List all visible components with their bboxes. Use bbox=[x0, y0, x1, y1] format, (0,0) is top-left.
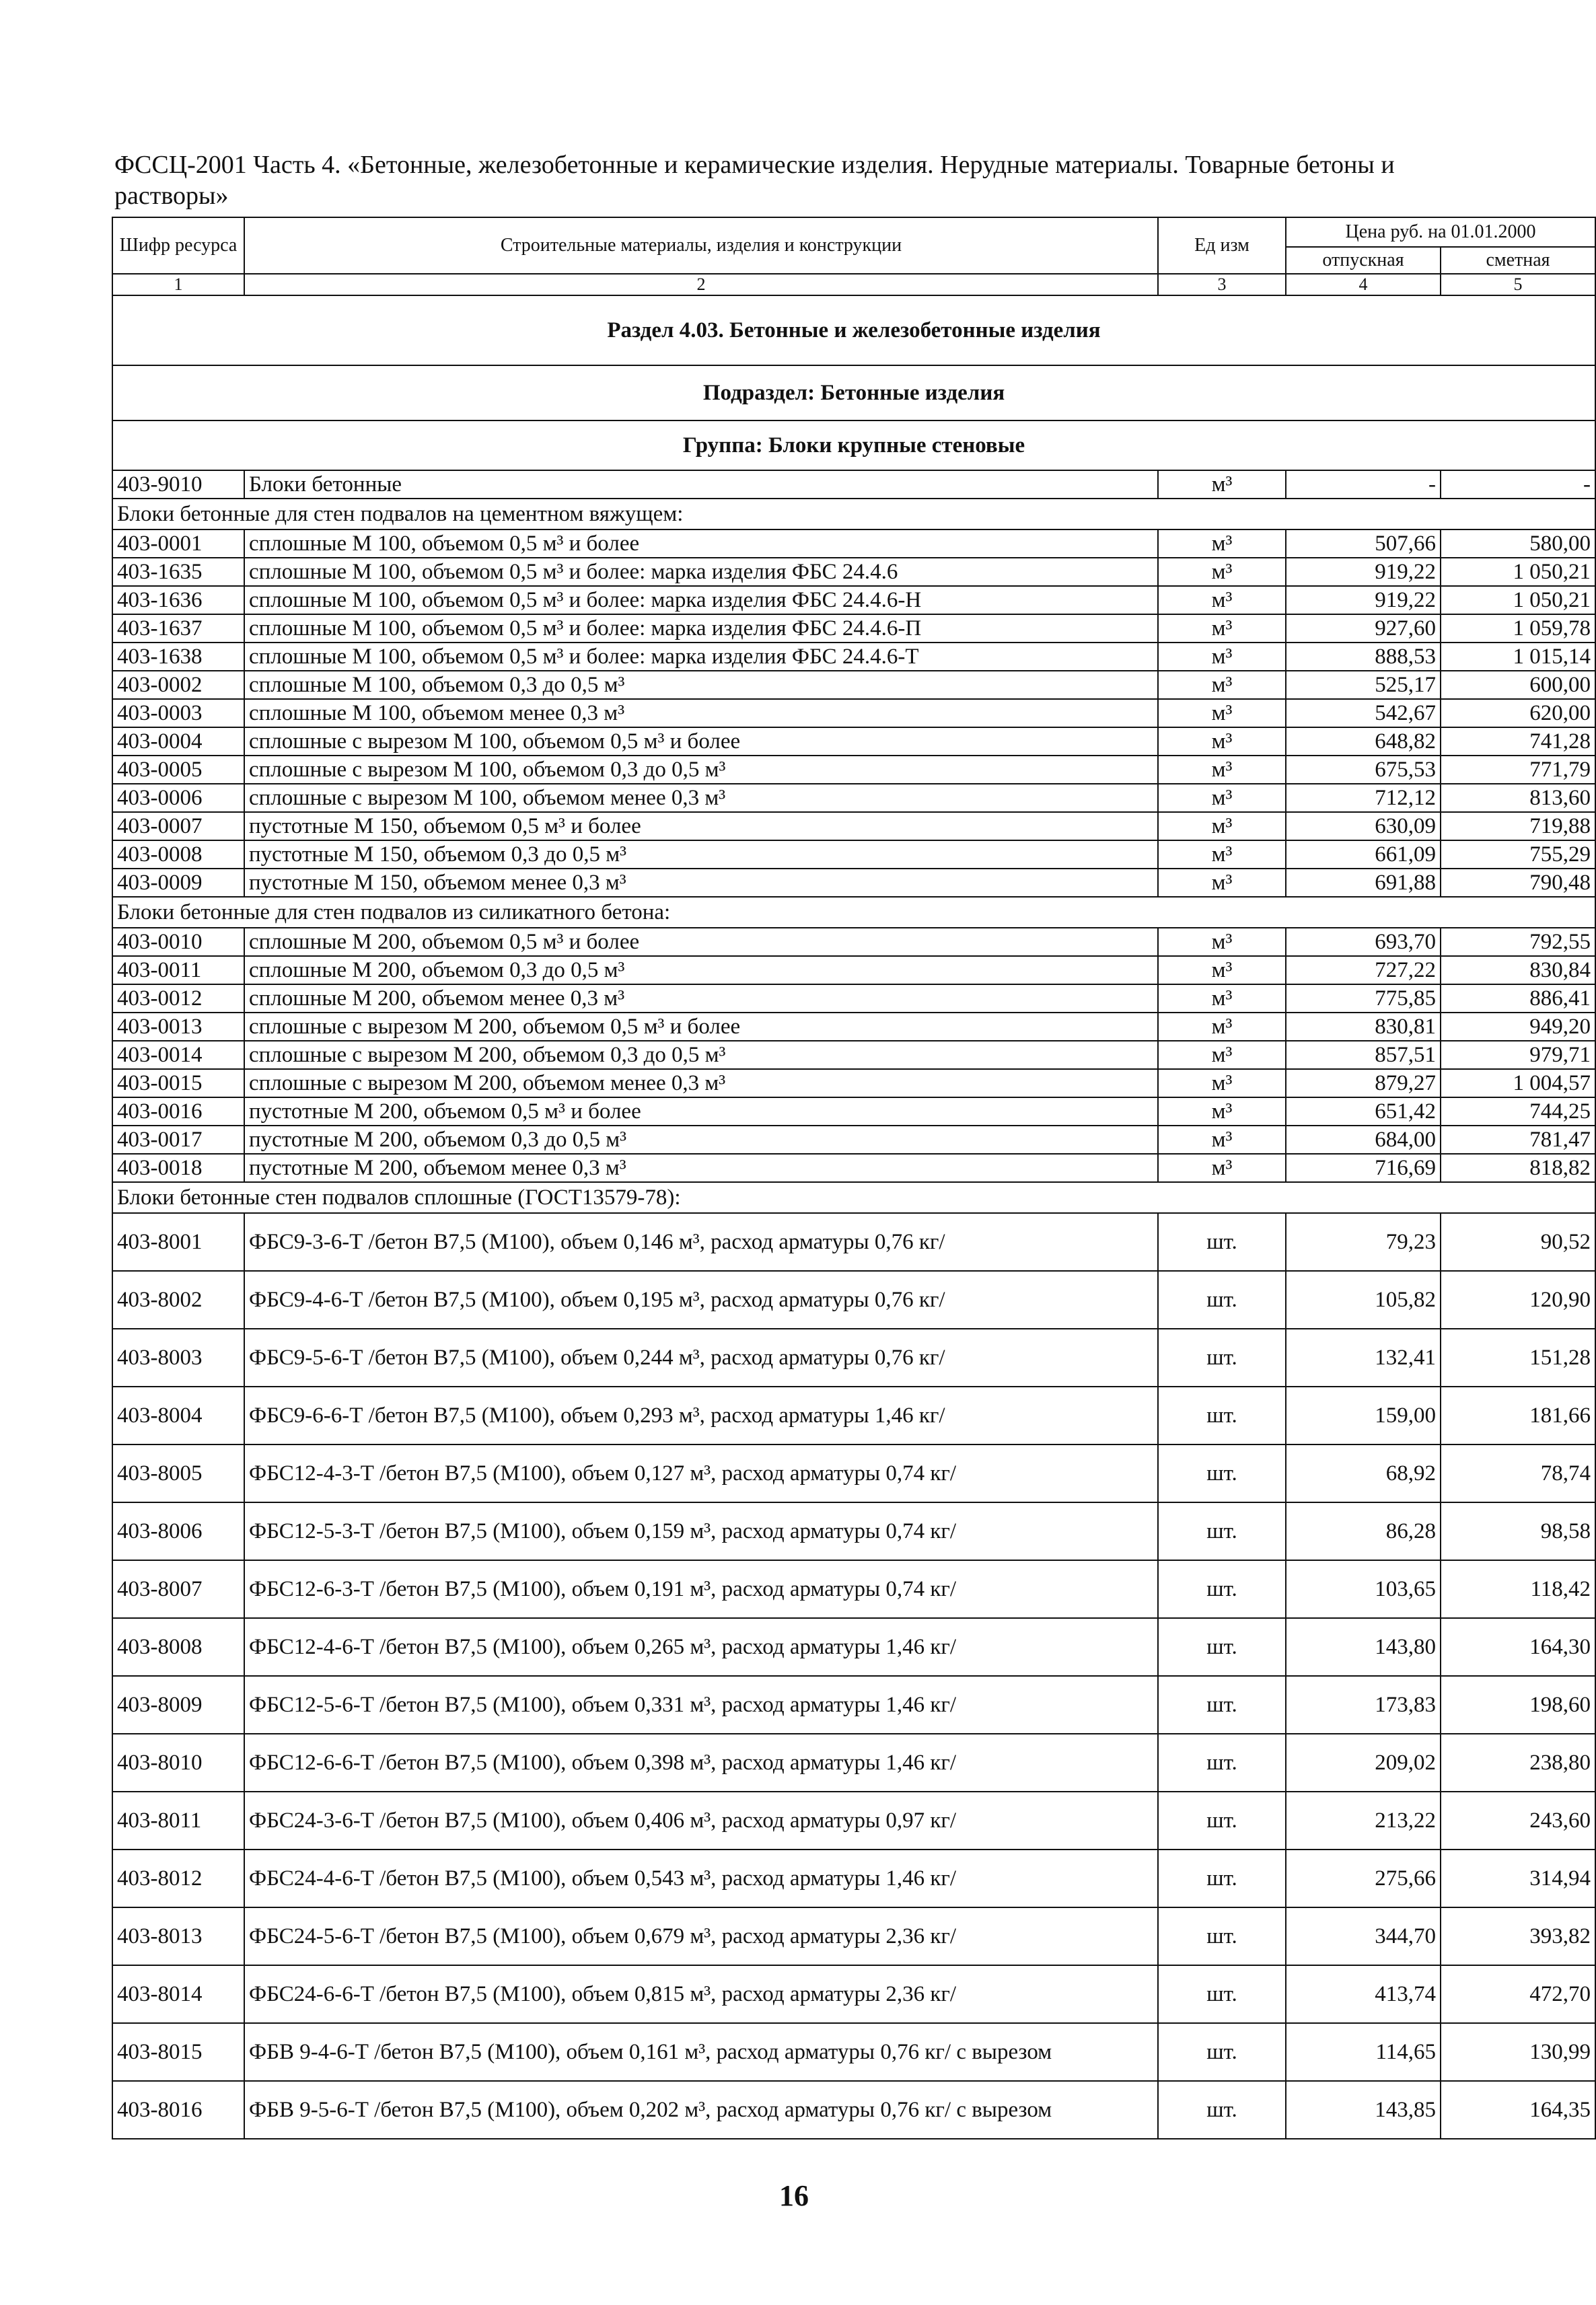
cell-code: 403-8016 bbox=[112, 2081, 244, 2139]
cell-release-price: 213,22 bbox=[1286, 1792, 1441, 1850]
cell-name: сплошные с вырезом М 100, объемом 0,5 м³ и более bbox=[244, 727, 1158, 756]
cell-unit: м³ bbox=[1158, 1126, 1286, 1154]
cell-code: 403-0015 bbox=[112, 1069, 244, 1097]
cell-unit: м³ bbox=[1158, 840, 1286, 869]
cell-code: 403-8014 bbox=[112, 1965, 244, 2023]
cell-unit: шт. bbox=[1158, 1734, 1286, 1792]
table-row bbox=[112, 671, 1595, 699]
cell-name: ФБС12-4-3-Т /бетон В7,5 (М100), объем 0,127 м³, расход арматуры 0,74 кг/ bbox=[244, 1444, 1158, 1502]
cell-name: пустотные М 200, объемом 0,3 до 0,5 м³ bbox=[244, 1126, 1158, 1154]
cell-code: 403-1637 bbox=[112, 614, 244, 643]
cell-release-price: 693,70 bbox=[1286, 928, 1441, 956]
cell-unit: м³ bbox=[1158, 558, 1286, 586]
cell-code: 403-8003 bbox=[112, 1329, 244, 1387]
cell-release-price: 919,22 bbox=[1286, 586, 1441, 614]
cell-unit: шт. bbox=[1158, 1850, 1286, 1907]
subsection-row bbox=[112, 365, 1595, 420]
main-item-row bbox=[112, 470, 1595, 499]
cell-release-price: 727,22 bbox=[1286, 956, 1441, 984]
cell-release-price: 507,66 bbox=[1286, 529, 1441, 558]
cell-estimate-price: 620,00 bbox=[1441, 699, 1595, 727]
cell-release-price: 209,02 bbox=[1286, 1734, 1441, 1792]
cell-name: сплошные с вырезом М 200, объемом 0,3 до 0,5 м³ bbox=[244, 1041, 1158, 1069]
cell-code: 403-8008 bbox=[112, 1618, 244, 1676]
cell-code: 403-0002 bbox=[112, 671, 244, 699]
table-row bbox=[112, 614, 1595, 643]
cell-release-price: 630,09 bbox=[1286, 812, 1441, 840]
cell-release-price: 143,85 bbox=[1286, 2081, 1441, 2139]
cell-estimate-price: 90,52 bbox=[1441, 1213, 1595, 1271]
cell-unit: м³ bbox=[1158, 1069, 1286, 1097]
section-title: Раздел 4.03. Бетонные и железобетонные изделия bbox=[112, 295, 1595, 365]
cell-estimate-price: 393,82 bbox=[1441, 1907, 1595, 1965]
cell-estimate-price: 771,79 bbox=[1441, 756, 1595, 784]
cell-unit: м³ bbox=[1158, 928, 1286, 956]
cell-release-price: 159,00 bbox=[1286, 1387, 1441, 1444]
header-release: отпускная bbox=[1286, 247, 1441, 274]
cell-code: 403-1636 bbox=[112, 586, 244, 614]
table-row bbox=[112, 586, 1595, 614]
cell-estimate-price: 198,60 bbox=[1441, 1676, 1595, 1734]
cell-name: сплошные М 100, объемом 0,3 до 0,5 м³ bbox=[244, 671, 1158, 699]
cell-unit: шт. bbox=[1158, 1502, 1286, 1560]
cell-name: сплошные М 200, объемом 0,3 до 0,5 м³ bbox=[244, 956, 1158, 984]
cell-code: 403-8002 bbox=[112, 1271, 244, 1329]
cell-code: 403-9010 bbox=[112, 470, 244, 499]
cell-unit: м³ bbox=[1158, 1013, 1286, 1041]
cell-estimate-price: 238,80 bbox=[1441, 1734, 1595, 1792]
cell-release-price: 888,53 bbox=[1286, 643, 1441, 671]
cell-release-price: 675,53 bbox=[1286, 756, 1441, 784]
subsection-title: Подраздел: Бетонные изделия bbox=[112, 365, 1595, 420]
cell-unit: м³ bbox=[1158, 784, 1286, 812]
cell-name: пустотные М 150, объемом менее 0,3 м³ bbox=[244, 869, 1158, 897]
cell-name: ФБВ 9-5-6-Т /бетон В7,5 (М100), объем 0,202 м³, расход арматуры 0,76 кг/ с вырезом bbox=[244, 2081, 1158, 2139]
cell-code: 403-1635 bbox=[112, 558, 244, 586]
cell-release-price: 103,65 bbox=[1286, 1560, 1441, 1618]
price-table bbox=[112, 217, 1596, 2139]
cell-unit: м³ bbox=[1158, 984, 1286, 1013]
table-row bbox=[112, 812, 1595, 840]
cell-code: 403-0018 bbox=[112, 1154, 244, 1182]
cell-code: 403-0007 bbox=[112, 812, 244, 840]
cell-release-price: 919,22 bbox=[1286, 558, 1441, 586]
cell-name: сплошные с вырезом М 200, объемом менее 0,3 м³ bbox=[244, 1069, 1158, 1097]
header-price: Цена руб. на 01.01.2000 bbox=[1286, 217, 1595, 247]
table-row bbox=[112, 1792, 1595, 1850]
table-row bbox=[112, 956, 1595, 984]
cell-unit: м³ bbox=[1158, 727, 1286, 756]
cell-name: сплошные М 100, объемом 0,5 м³ и более: марка изделия ФБС 24.4.6-Т bbox=[244, 643, 1158, 671]
note-row bbox=[112, 499, 1595, 529]
cell-code: 403-0001 bbox=[112, 529, 244, 558]
col-number: 1 bbox=[112, 274, 244, 295]
table-row bbox=[112, 756, 1595, 784]
cell-estimate-price: 1 050,21 bbox=[1441, 558, 1595, 586]
cell-release-price: 173,83 bbox=[1286, 1676, 1441, 1734]
cell-name: пустотные М 200, объемом 0,5 м³ и более bbox=[244, 1097, 1158, 1126]
cell-unit: шт. bbox=[1158, 1907, 1286, 1965]
cell-name: сплошные с вырезом М 100, объемом менее 0,3 м³ bbox=[244, 784, 1158, 812]
cell-release-price: 275,66 bbox=[1286, 1850, 1441, 1907]
cell-code: 403-8005 bbox=[112, 1444, 244, 1502]
cell-estimate-price: 1 059,78 bbox=[1441, 614, 1595, 643]
table-row bbox=[112, 2081, 1595, 2139]
cell-release-price: 712,12 bbox=[1286, 784, 1441, 812]
col-number: 4 bbox=[1286, 274, 1441, 295]
cell-code: 403-0003 bbox=[112, 699, 244, 727]
cell-estimate-price: 164,30 bbox=[1441, 1618, 1595, 1676]
cell-code: 403-0006 bbox=[112, 784, 244, 812]
table-row bbox=[112, 1126, 1595, 1154]
cell-release-price: 651,42 bbox=[1286, 1097, 1441, 1126]
table-row bbox=[112, 1069, 1595, 1097]
cell-unit: шт. bbox=[1158, 2081, 1286, 2139]
cell-estimate-price: 949,20 bbox=[1441, 1013, 1595, 1041]
cell-unit: м³ bbox=[1158, 671, 1286, 699]
col-number: 5 bbox=[1441, 274, 1595, 295]
cell-name: пустотные М 150, объемом 0,3 до 0,5 м³ bbox=[244, 840, 1158, 869]
cell-code: 403-8006 bbox=[112, 1502, 244, 1560]
cell-unit: шт. bbox=[1158, 1329, 1286, 1387]
cell-code: 403-0011 bbox=[112, 956, 244, 984]
cell-estimate-price: 1 050,21 bbox=[1441, 586, 1595, 614]
cell-estimate-price: 790,48 bbox=[1441, 869, 1595, 897]
table-row bbox=[112, 869, 1595, 897]
cell-unit: м³ bbox=[1158, 1097, 1286, 1126]
note-text: Блоки бетонные для стен подвалов из силикатного бетона: bbox=[112, 897, 1595, 928]
table-row bbox=[112, 1850, 1595, 1907]
cell-name: сплошные М 200, объемом менее 0,3 м³ bbox=[244, 984, 1158, 1013]
table-row bbox=[112, 699, 1595, 727]
cell-code: 403-0005 bbox=[112, 756, 244, 784]
cell-name: пустотные М 150, объемом 0,5 м³ и более bbox=[244, 812, 1158, 840]
cell-name: ФБВ 9-4-6-Т /бетон В7,5 (М100), объем 0,161 м³, расход арматуры 0,76 кг/ с вырезом bbox=[244, 2023, 1158, 2081]
cell-code: 403-0013 bbox=[112, 1013, 244, 1041]
cell-release-price: 716,69 bbox=[1286, 1154, 1441, 1182]
cell-name: сплошные М 100, объемом 0,5 м³ и более: марка изделия ФБС 24.4.6-Н bbox=[244, 586, 1158, 614]
cell-estimate-price: 886,41 bbox=[1441, 984, 1595, 1013]
table-row bbox=[112, 1041, 1595, 1069]
note-text: Блоки бетонные для стен подвалов на цементном вяжущем: bbox=[112, 499, 1595, 529]
cell-release-price: 413,74 bbox=[1286, 1965, 1441, 2023]
cell-unit: шт. bbox=[1158, 1618, 1286, 1676]
cell-name: ФБС12-4-6-Т /бетон В7,5 (М100), объем 0,265 м³, расход арматуры 1,46 кг/ bbox=[244, 1618, 1158, 1676]
cell-unit: м³ bbox=[1158, 643, 1286, 671]
table-row bbox=[112, 1213, 1595, 1271]
note-row bbox=[112, 1182, 1595, 1213]
cell-code: 403-0010 bbox=[112, 928, 244, 956]
cell-name: сплошные М 100, объемом 0,5 м³ и более: марка изделия ФБС 24.4.6-П bbox=[244, 614, 1158, 643]
cell-estimate-price: 792,55 bbox=[1441, 928, 1595, 956]
cell-code: 403-8004 bbox=[112, 1387, 244, 1444]
table-row bbox=[112, 1329, 1595, 1387]
header-estimate: сметная bbox=[1441, 247, 1595, 274]
cell-estimate-price: 151,28 bbox=[1441, 1329, 1595, 1387]
cell-release-price: 79,23 bbox=[1286, 1213, 1441, 1271]
cell-name: ФБС9-5-6-Т /бетон В7,5 (М100), объем 0,244 м³, расход арматуры 0,76 кг/ bbox=[244, 1329, 1158, 1387]
table-row bbox=[112, 1907, 1595, 1965]
cell-release-price: 661,09 bbox=[1286, 840, 1441, 869]
table-row bbox=[112, 1444, 1595, 1502]
note-row bbox=[112, 897, 1595, 928]
cell-estimate-price: 813,60 bbox=[1441, 784, 1595, 812]
cell-unit: м³ bbox=[1158, 529, 1286, 558]
cell-release-price: 114,65 bbox=[1286, 2023, 1441, 2081]
cell-name: ФБС12-5-6-Т /бетон В7,5 (М100), объем 0,331 м³, расход арматуры 1,46 кг/ bbox=[244, 1676, 1158, 1734]
cell-release-price: 691,88 bbox=[1286, 869, 1441, 897]
cell-name: ФБС24-5-6-Т /бетон В7,5 (М100), объем 0,679 м³, расход арматуры 2,36 кг/ bbox=[244, 1907, 1158, 1965]
cell-estimate-price: 98,58 bbox=[1441, 1502, 1595, 1560]
cell-code: 403-8015 bbox=[112, 2023, 244, 2081]
cell-name: сплошные М 200, объемом 0,5 м³ и более bbox=[244, 928, 1158, 956]
table-row bbox=[112, 1271, 1595, 1329]
cell-name: ФБС24-3-6-Т /бетон В7,5 (М100), объем 0,406 м³, расход арматуры 0,97 кг/ bbox=[244, 1792, 1158, 1850]
cell-estimate-price: 744,25 bbox=[1441, 1097, 1595, 1126]
cell-unit: м³ bbox=[1158, 812, 1286, 840]
cell-code: 403-8013 bbox=[112, 1907, 244, 1965]
page-number: 16 bbox=[779, 2179, 809, 2212]
cell-estimate-price: 1 004,57 bbox=[1441, 1069, 1595, 1097]
cell-unit: шт. bbox=[1158, 1444, 1286, 1502]
cell-estimate-price: 118,42 bbox=[1441, 1560, 1595, 1618]
cell-estimate-price: 164,35 bbox=[1441, 2081, 1595, 2139]
table-row bbox=[112, 928, 1595, 956]
cell-name: сплошные М 100, объемом 0,5 м³ и более: марка изделия ФБС 24.4.6 bbox=[244, 558, 1158, 586]
cell-unit: м³ bbox=[1158, 1041, 1286, 1069]
table-row bbox=[112, 1502, 1595, 1560]
group-title: Группа: Блоки крупные стеновые bbox=[112, 420, 1595, 470]
cell-name: ФБС12-6-3-Т /бетон В7,5 (М100), объем 0,191 м³, расход арматуры 0,74 кг/ bbox=[244, 1560, 1158, 1618]
cell-estimate-price: 818,82 bbox=[1441, 1154, 1595, 1182]
cell-code: 403-0009 bbox=[112, 869, 244, 897]
cell-code: 403-1638 bbox=[112, 643, 244, 671]
cell-name: ФБС24-6-6-Т /бетон В7,5 (М100), объем 0,815 м³, расход арматуры 2,36 кг/ bbox=[244, 1965, 1158, 2023]
cell-estimate-price: 781,47 bbox=[1441, 1126, 1595, 1154]
table-row bbox=[112, 1618, 1595, 1676]
cell-name: ФБС9-3-6-Т /бетон В7,5 (М100), объем 0,146 м³, расход арматуры 0,76 кг/ bbox=[244, 1213, 1158, 1271]
cell-unit: шт. bbox=[1158, 1560, 1286, 1618]
cell-release-price: 105,82 bbox=[1286, 1271, 1441, 1329]
cell-release-price: 542,67 bbox=[1286, 699, 1441, 727]
cell-estimate-price: 181,66 bbox=[1441, 1387, 1595, 1444]
cell-unit: м³ bbox=[1158, 470, 1286, 499]
cell-name: ФБС12-5-3-Т /бетон В7,5 (М100), объем 0,159 м³, расход арматуры 0,74 кг/ bbox=[244, 1502, 1158, 1560]
table-row bbox=[112, 984, 1595, 1013]
cell-release-price: 684,00 bbox=[1286, 1126, 1441, 1154]
cell-name: сплошные с вырезом М 100, объемом 0,3 до 0,5 м³ bbox=[244, 756, 1158, 784]
cell-code: 403-8010 bbox=[112, 1734, 244, 1792]
table-row bbox=[112, 1734, 1595, 1792]
table-row bbox=[112, 1965, 1595, 2023]
cell-release-price: 927,60 bbox=[1286, 614, 1441, 643]
column-numbers-row bbox=[112, 274, 1595, 295]
table-row bbox=[112, 1676, 1595, 1734]
cell-estimate-price: - bbox=[1441, 470, 1595, 499]
cell-code: 403-0014 bbox=[112, 1041, 244, 1069]
cell-release-price: 648,82 bbox=[1286, 727, 1441, 756]
cell-name: ФБС24-4-6-Т /бетон В7,5 (М100), объем 0,543 м³, расход арматуры 1,46 кг/ bbox=[244, 1850, 1158, 1907]
cell-name: ФБС9-4-6-Т /бетон В7,5 (М100), объем 0,195 м³, расход арматуры 0,76 кг/ bbox=[244, 1271, 1158, 1329]
cell-estimate-price: 120,90 bbox=[1441, 1271, 1595, 1329]
cell-unit: м³ bbox=[1158, 869, 1286, 897]
cell-estimate-price: 243,60 bbox=[1441, 1792, 1595, 1850]
cell-release-price: 344,70 bbox=[1286, 1907, 1441, 1965]
header-row bbox=[112, 217, 1595, 247]
table-row bbox=[112, 529, 1595, 558]
cell-code: 403-8011 bbox=[112, 1792, 244, 1850]
cell-release-price: 143,80 bbox=[1286, 1618, 1441, 1676]
cell-estimate-price: 741,28 bbox=[1441, 727, 1595, 756]
cell-code: 403-0008 bbox=[112, 840, 244, 869]
cell-unit: шт. bbox=[1158, 1387, 1286, 1444]
cell-estimate-price: 755,29 bbox=[1441, 840, 1595, 869]
table-row bbox=[112, 1154, 1595, 1182]
cell-release-price: 857,51 bbox=[1286, 1041, 1441, 1069]
cell-estimate-price: 830,84 bbox=[1441, 956, 1595, 984]
cell-name: ФБС12-6-6-Т /бетон В7,5 (М100), объем 0,398 м³, расход арматуры 1,46 кг/ bbox=[244, 1734, 1158, 1792]
cell-code: 403-8009 bbox=[112, 1676, 244, 1734]
cell-estimate-price: 719,88 bbox=[1441, 812, 1595, 840]
cell-unit: м³ bbox=[1158, 756, 1286, 784]
cell-release-price: 132,41 bbox=[1286, 1329, 1441, 1387]
cell-estimate-price: 78,74 bbox=[1441, 1444, 1595, 1502]
table-row bbox=[112, 784, 1595, 812]
cell-unit: м³ bbox=[1158, 586, 1286, 614]
cell-unit: шт. bbox=[1158, 1676, 1286, 1734]
document-title: ФССЦ-2001 Часть 4. «Бетонные, железобетонные и керамические изделия. Нерудные материалы. Товарные бетоны и растворы» bbox=[114, 151, 1395, 210]
col-number: 2 bbox=[244, 274, 1158, 295]
col-number: 3 bbox=[1158, 274, 1286, 295]
cell-unit: шт. bbox=[1158, 1271, 1286, 1329]
cell-name: ФБС9-6-6-Т /бетон В7,5 (М100), объем 0,293 м³, расход арматуры 1,46 кг/ bbox=[244, 1387, 1158, 1444]
cell-release-price: 86,28 bbox=[1286, 1502, 1441, 1560]
cell-code: 403-0016 bbox=[112, 1097, 244, 1126]
cell-code: 403-0017 bbox=[112, 1126, 244, 1154]
cell-unit: м³ bbox=[1158, 614, 1286, 643]
table-row bbox=[112, 1560, 1595, 1618]
cell-estimate-price: 472,70 bbox=[1441, 1965, 1595, 2023]
cell-code: 403-8001 bbox=[112, 1213, 244, 1271]
cell-release-price: 830,81 bbox=[1286, 1013, 1441, 1041]
table-row bbox=[112, 727, 1595, 756]
cell-name: сплошные М 100, объемом менее 0,3 м³ bbox=[244, 699, 1158, 727]
cell-estimate-price: 1 015,14 bbox=[1441, 643, 1595, 671]
table-row bbox=[112, 1387, 1595, 1444]
cell-release-price: 775,85 bbox=[1286, 984, 1441, 1013]
cell-estimate-price: 580,00 bbox=[1441, 529, 1595, 558]
table-row bbox=[112, 643, 1595, 671]
cell-estimate-price: 600,00 bbox=[1441, 671, 1595, 699]
cell-estimate-price: 130,99 bbox=[1441, 2023, 1595, 2081]
table-row bbox=[112, 2023, 1595, 2081]
note-text: Блоки бетонные стен подвалов сплошные (ГОСТ13579-78): bbox=[112, 1182, 1595, 1213]
cell-code: 403-8007 bbox=[112, 1560, 244, 1618]
cell-release-price: - bbox=[1286, 470, 1441, 499]
section-row bbox=[112, 295, 1595, 365]
cell-unit: м³ bbox=[1158, 699, 1286, 727]
cell-unit: шт. bbox=[1158, 2023, 1286, 2081]
cell-release-price: 68,92 bbox=[1286, 1444, 1441, 1502]
table-row bbox=[112, 1013, 1595, 1041]
cell-code: 403-0004 bbox=[112, 727, 244, 756]
cell-name: сплошные М 100, объемом 0,5 м³ и более bbox=[244, 529, 1158, 558]
cell-code: 403-0012 bbox=[112, 984, 244, 1013]
cell-estimate-price: 314,94 bbox=[1441, 1850, 1595, 1907]
group-row bbox=[112, 420, 1595, 470]
cell-name: Блоки бетонные bbox=[244, 470, 1158, 499]
header-unit: Ед изм bbox=[1158, 217, 1286, 274]
table-row bbox=[112, 840, 1595, 869]
cell-release-price: 879,27 bbox=[1286, 1069, 1441, 1097]
cell-code: 403-8012 bbox=[112, 1850, 244, 1907]
cell-name: пустотные М 200, объемом менее 0,3 м³ bbox=[244, 1154, 1158, 1182]
table-row bbox=[112, 1097, 1595, 1126]
cell-unit: шт. bbox=[1158, 1965, 1286, 2023]
header-name: Строительные материалы, изделия и конструкции bbox=[244, 217, 1158, 274]
cell-unit: шт. bbox=[1158, 1792, 1286, 1850]
header-code: Шифр ресурса bbox=[112, 217, 244, 274]
table-row bbox=[112, 558, 1595, 586]
cell-release-price: 525,17 bbox=[1286, 671, 1441, 699]
cell-name: сплошные с вырезом М 200, объемом 0,5 м³ и более bbox=[244, 1013, 1158, 1041]
cell-unit: м³ bbox=[1158, 956, 1286, 984]
cell-unit: м³ bbox=[1158, 1154, 1286, 1182]
cell-estimate-price: 979,71 bbox=[1441, 1041, 1595, 1069]
cell-unit: шт. bbox=[1158, 1213, 1286, 1271]
